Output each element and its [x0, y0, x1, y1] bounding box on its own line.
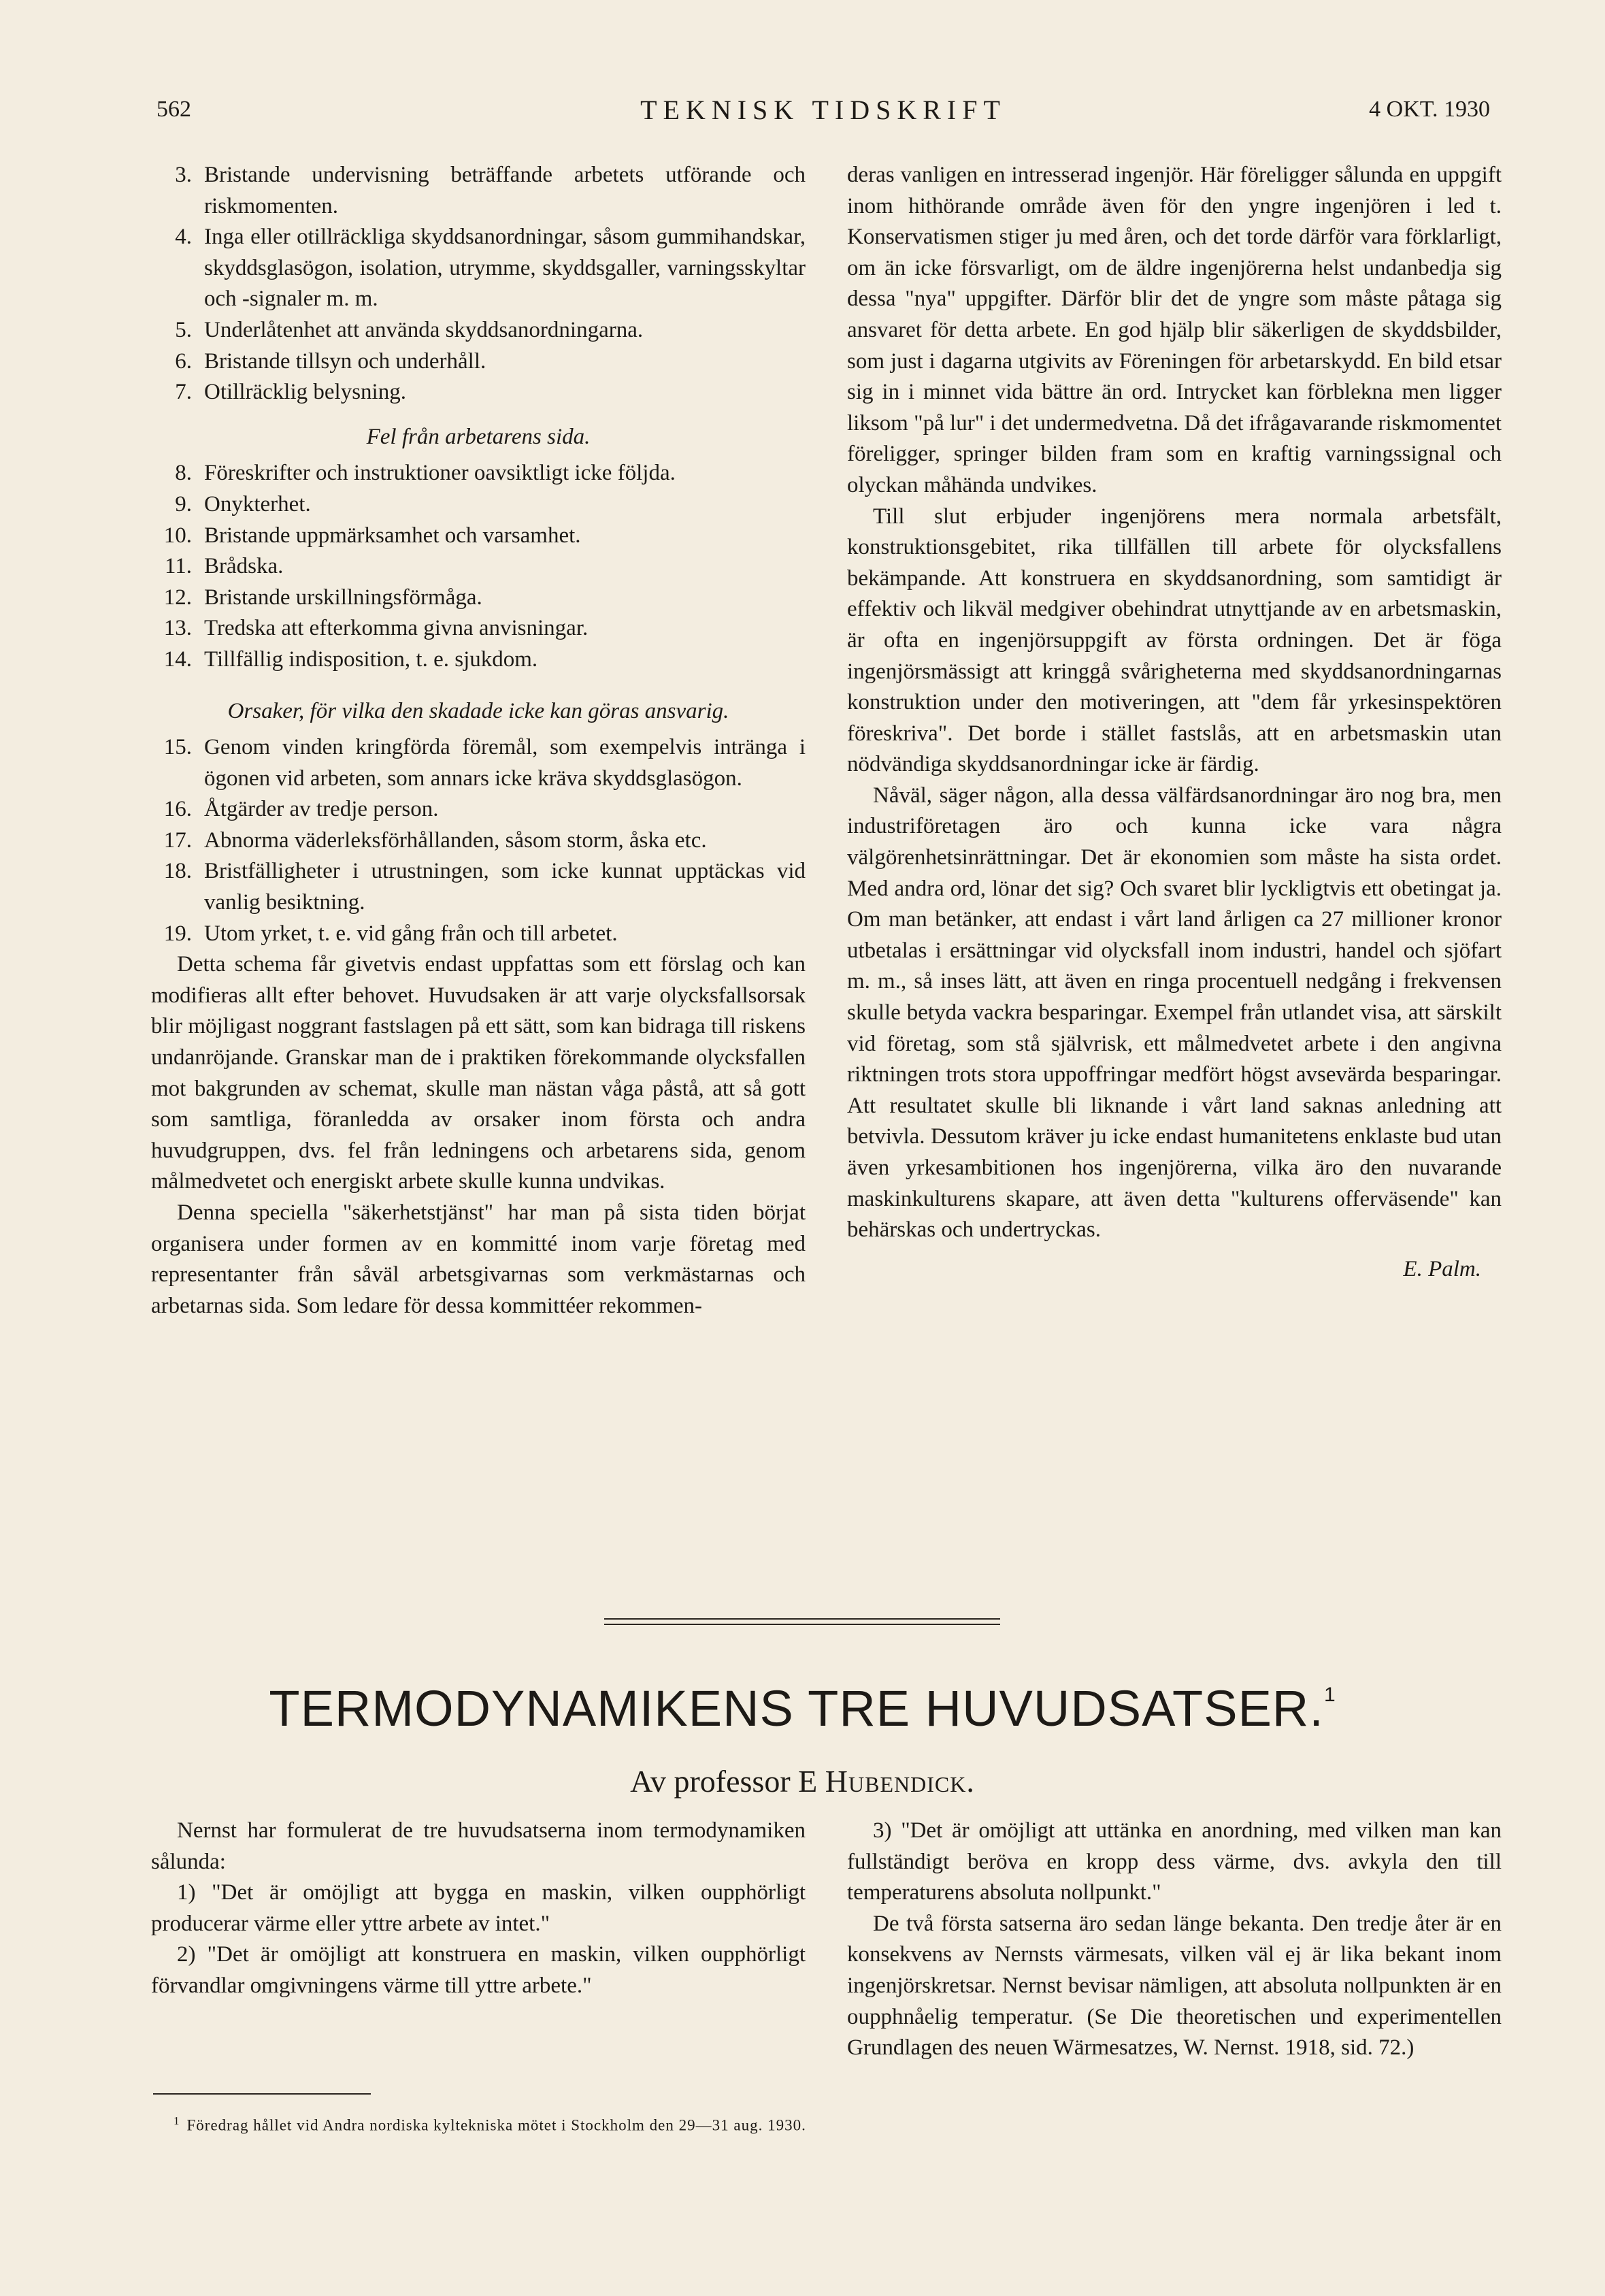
running-header: [156, 94, 1490, 128]
body-paragraph: Nåväl, säger någon, alla dessa välfärdsanordningar äro nog bra, men industriföretagen äro och kunna icke vara några välgörenhetsinrättningar. Det är ekonomien som måste ha sista ordet. Med andra ord, lönar det sig? Och svaret blir lyckligtvis ett obetingat ja. Om man betänker, att endast i vårt land årligen ca 27 millioner kronor utbetalas i ersättningar vid olycksfall inom industri, handel och sjöfart m. m., så inses lätt, att även en ringa procentuell nedgång i frekvensen skulle betyda vackra besparingar. Exempel från utlandet visa, att särskilt vid företag, som stå självrisk, ett målmedvetet arbete i den angivna riktningen trots stora uppoffringar medfört högst avsevärda besparingar. Att resultatet skulle bli liknande i vårt land saknas anledning att betvivla. Dessutom kräver ju icke endast humanitetens enklaste bud utan även yrkesambitionen hos ingenjörerna, vilka äro den nuvarande maskinkulturens skapare, att även detta "kulturens offerväsende" kan behärskas och undertryckas.: [847, 783, 1502, 1243]
list-item: [151, 315, 806, 346]
list-item-text: Bristande uppmärksamhet och varsamhet.: [204, 523, 581, 548]
list-item: [151, 521, 806, 552]
list-item-number: 7.: [175, 380, 192, 405]
issue-date: 4 OKT. 1930: [1369, 97, 1490, 122]
article-title-text: TERMODYNAMIKENS TRE HUVUDSATSER.: [269, 1680, 1324, 1737]
section-divider-rule-bottom: [604, 1624, 1000, 1625]
list-item-number: 19.: [163, 921, 192, 946]
list-item-number: 8.: [175, 461, 192, 486]
body-paragraph: 2) "Det är omöjligt att konstruera en maskin, vilken oupphörligt förvandlar omgivningens värme till yttre arbete.": [151, 1942, 806, 1998]
article-title: [0, 1679, 1605, 1737]
subheading-external-causes: Orsaker, för vilka den skadade icke kan göras ansvarig.: [227, 698, 729, 723]
list-item-number: 13.: [163, 616, 192, 641]
list-item-text: Underlåtenhet att använda skyddsanordningarna.: [204, 317, 644, 342]
list-item-number: 5.: [175, 317, 192, 342]
column-left-lower: [151, 1816, 806, 2002]
list-item-text: Brådska.: [204, 554, 284, 579]
list-item: [151, 458, 806, 489]
footnote-rule: [153, 2093, 371, 2095]
list-item-number: 11.: [164, 554, 192, 579]
list-item: [151, 794, 806, 825]
list-item-number: 15.: [163, 735, 192, 760]
column-right-lower: [847, 1816, 1502, 2064]
list-item-text: Onykterhet.: [204, 491, 311, 516]
list-item: [151, 919, 806, 950]
list-item: [151, 346, 806, 378]
list-item-text: Bristande urskillningsförmåga.: [204, 585, 482, 610]
list-item-number: 12.: [163, 585, 192, 610]
list-item-text: Inga eller otillräckliga skyddsanordningar, såsom gummihandskar, skyddsglasögon, isolation, utrymme, skyddsgaller, varningsskyltar och -signaler m. m.: [204, 225, 806, 312]
list-item: [151, 732, 806, 794]
list-item-text: Tredska att efterkomma givna anvisningar.: [204, 616, 589, 641]
list-item-text: Föreskrifter och instruktioner oavsiktligt icke följda.: [204, 461, 676, 486]
list-item-text: Utom yrket, t. e. vid gång från och till arbetet.: [204, 921, 618, 946]
list-item-number: 4.: [175, 225, 192, 250]
list-item-number: 9.: [175, 491, 192, 516]
column-right-upper: [847, 160, 1502, 1285]
list-item-text: Genom vinden kringförda föremål, som exempelvis inträngа i ögonen vid arbeten, som annars icke kräva skyddsglasögon.: [204, 735, 806, 791]
list-management-faults: [151, 160, 806, 408]
list-item-text: Bristfälligheter i utrustningen, som icke kunnat upptäckas vid vanlig besiktning.: [204, 859, 806, 915]
list-item-number: 10.: [163, 523, 192, 548]
list-item-number: 6.: [175, 348, 192, 374]
body-paragraph: Denna speciella "säkerhetstjänst" har man på sista tiden börjat organisera under formen av en kommitté inom varje företag med representanter från såväl arbetsgivarnas som verkmästarnas och arbetarnas sida. Som ledare för dessa kommittéer rekommen-: [151, 1200, 806, 1318]
byline-author: Hubendick.: [825, 1764, 975, 1799]
list-item: [151, 583, 806, 614]
body-paragraph: Nernst har formulerat de tre huvudsatserna inom termodynamiken sålunda:: [151, 1818, 806, 1874]
list-item-text: Abnorma väderleksförhållanden, såsom storm, åska etc.: [204, 827, 707, 853]
list-item: [151, 856, 806, 918]
list-item-text: Otillräcklig belysning.: [204, 380, 406, 405]
list-item-number: 3.: [175, 163, 192, 187]
byline-prefix: Av professor E: [630, 1764, 818, 1799]
list-item: [151, 489, 806, 521]
body-paragraph: deras vanligen en intresserad ingenjör. Här föreligger sålunda en uppgift inom hithörande område även för den yngre ingenjören i led t. Konservatismen stiger ju med åren, och det torde därför vara förklarligt, om än icke försvarligt, om de äldre ingenjörerna helst undanbedja sig dessa "nya" uppgifter. Därför blir det de yngre som måste påtaga sig ansvaret för detta arbete. En god hjälp blir säkerligen de skyddsbilder, som just i dagarna utgivits av Föreningen för arbetarskydd. En bild etsar sig in i minnet vida bättre än ord. Intrycket kan förblekna men ligger liksom "på lur" i det undermedvetna. Då det ifrågavarande riskmomentet föreligger, springer bilden fram som en kraftig varningssignal och olyckan måhända undvikes.: [847, 163, 1502, 497]
journal-title: TEKNISK TIDSKRIFT: [640, 95, 1006, 125]
list-item-number: 16.: [163, 797, 192, 822]
list-item-number: 17.: [163, 827, 192, 853]
section-divider-rule-top: [604, 1618, 1000, 1620]
list-item: [151, 825, 806, 857]
footnote-marker: 1: [1323, 1684, 1336, 1706]
list-item: [151, 613, 806, 644]
list-external-causes: [151, 732, 806, 949]
list-worker-faults: [151, 458, 806, 675]
list-item-text: Bristande tillsyn och underhåll.: [204, 348, 486, 374]
subheading-worker-faults: Fel från arbetarens sida.: [366, 424, 591, 449]
list-item: [151, 377, 806, 408]
column-left-upper: [151, 160, 806, 1322]
list-item: [151, 160, 806, 222]
author-signature: E. Palm.: [1403, 1256, 1481, 1281]
list-item-text: Åtgärder av tredje person.: [204, 797, 439, 822]
body-paragraph: Detta schema får givetvis endast uppfattas som ett förslag och kan modifieras allt efter behovet. Huvudsaken är att varje olycksfallsorsak blir möjligast noggrant fastslagen på ett sätt, som kan bidraga till riskens undanröjande. Granskar man de i praktiken förekommande olycksfallen mot bakgrunden av schemat, skulle man nästan våga påstå, att så gott som samtliga, föranledda av orsaker inom första och andra huvudgruppen, dvs. fel från ledningens och arbetarens sida, genom målmedvetet och energiskt arbete skulle kunna undvikas.: [151, 952, 806, 1194]
list-item-number: 14.: [163, 646, 192, 672]
page-number: 562: [156, 97, 191, 122]
list-item-text: Bristande undervisning beträffande arbetets utförande och riskmomenten.: [204, 163, 806, 218]
body-paragraph: 1) "Det är omöjligt att bygga en maskin, vilken oupphörligt producerar värme eller yttre arbete av intet.": [151, 1880, 806, 1936]
footnote: [173, 2108, 806, 2139]
footnote-number: 1: [173, 2114, 180, 2127]
article-byline: [0, 1763, 1605, 1799]
list-item: [151, 222, 806, 315]
list-item-text: Tillfällig indisposition, t. e. sjukdom.: [204, 646, 538, 672]
body-paragraph: De två första satserna äro sedan länge bekanta. Den tredje åter är en konsekvens av Nernsts värmesats, vilken väl ej är lika bekant inom ingenjörskretsar. Nernst bevisar nämligen, att absoluta nollpunkten är en oupphnåelig temperatur. (Se Die theoretischen und experimentellen Grundlagen des neuen Wärmesatzes, W. Nernst. 1918, sid. 72.): [847, 1911, 1502, 2061]
body-paragraph: 3) "Det är omöjligt att uttänka en anordning, med vilken man kan fullständigt beröva en kropp dess värme, dvs. avkyla den till temperaturens absoluta nollpunkt.": [847, 1818, 1502, 1905]
list-item-number: 18.: [163, 859, 192, 884]
list-item: [151, 551, 806, 583]
list-item: [151, 644, 806, 676]
body-paragraph: Till slut erbjuder ingenjörens mera normala arbetsfält, konstruktionsgebitet, rika tillfällen till arbete för olycksfallens bekämpande. Att konstruera en skyddsanordning, som samtidigt är effektiv och likväl medgiver obehindrat utnyttjande av en arbetsmaskin, är ofta en ingenjörsuppgift av första ordningen. Det är föga ingenjörsmässigt att kringgå svårigheterna med skyddsanordningarnas konstruktion under den motiveringen, att "dem får yrkesinspektören föreskriva". Det borde i stället fastslås, att en arbetsmaskin utan nödvändiga skyddsanordningar icke är färdig.: [847, 504, 1502, 777]
footnote-text: Föredrag hållet vid Andra nordiska kyltekniska mötet i Stockholm den 29—31 aug. 1930.: [186, 2116, 806, 2134]
